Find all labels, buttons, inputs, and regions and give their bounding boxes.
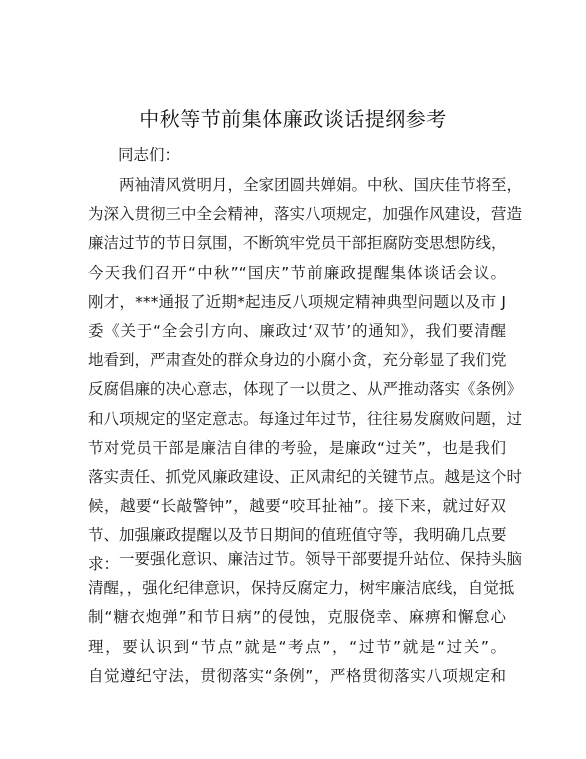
text-line: 为深入贯彻三中全会精神，落实八项规定，加强作风建设，营造: [88, 205, 523, 224]
text-line: 一要强化意识、廉洁过节。领导干部要提升站位、保持头脑: [119, 550, 523, 568]
text-line: 两袖清风赏明月，全家团圆共婵娟。中秋、国庆佳节将至，: [119, 176, 523, 194]
text-line: 节、加强廉政提醒以及节日期间的值班值守等，我明确几点要: [88, 526, 507, 545]
text-line: 今天我们召开“中秋”“国庆”节前廉政提醒集体谈话会议。: [88, 263, 506, 282]
text-line: 制“糖衣炮弹”和节日病”的侵蚀，克服侥幸、麻痹和懈怠心: [88, 608, 506, 627]
greeting: 同志们：: [118, 146, 181, 164]
text-line: 刚才，***通报了近期*起违反八项规定精神典型问题以及市 J: [88, 292, 506, 311]
paragraph-2: [88, 545, 523, 691]
document-title: 中秋等节前集体廉政谈话提纲参考: [139, 107, 447, 131]
text-line: 理，要认识到“节点”就是“考点”，“过节”就是“过关”。: [88, 637, 506, 656]
text-line: 和八项规定的坚定意志。每逢过年过节，往往易发腐败问题，过: [88, 409, 523, 428]
text-line: 求：: [88, 555, 120, 574]
text-line: 落实责任、抓党风廉政建设、正风肃纪的关键节点。越是这个时: [88, 467, 523, 486]
text-line: 廉洁过节的节日氛围，不断筑牢党员干部拒腐防变思想防线，: [88, 234, 507, 253]
paragraph-1: [88, 171, 523, 580]
text-line: 节对党员干部是廉洁自律的考验，是廉政“过关”，也是我们: [88, 438, 506, 457]
text-line: 自觉遵纪守法，贯彻落实“条例”，严格贯彻落实八项规定和: [88, 666, 506, 685]
text-line: 反腐倡廉的决心意志，体现了一以贯之、从严推动落实《条例》: [88, 380, 523, 399]
text-line: 地看到，严肃查处的群众身边的小腐小贪，充分彰显了我们党: [88, 351, 507, 370]
text-line: 候，越要“长敲警钟”，越要“咬耳扯袖”。接下来，就过好双: [88, 497, 506, 516]
text-line: 清醒，，强化纪律意识，保持反腐定力，树牢廉洁底线，自觉抵: [88, 579, 515, 598]
text-line: 委《关于“全会引方向、廉政过‘双节’的通知》，我们要清醒: [88, 321, 506, 340]
